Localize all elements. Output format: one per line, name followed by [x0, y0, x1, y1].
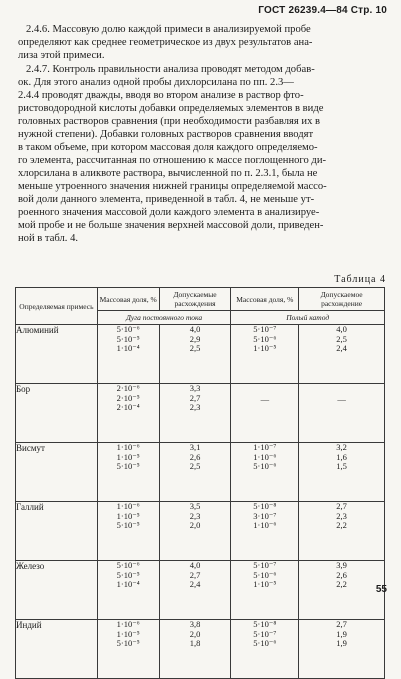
value-cell-m1 [97, 502, 159, 561]
cell-value: 3,3 [189, 383, 201, 393]
header-diff-1: Допускаемые расхождения [159, 288, 231, 311]
cell-value: 1·10⁻⁴ [116, 579, 140, 589]
cell-value: 3,8 [189, 619, 201, 629]
value-cell-m2 [231, 443, 299, 502]
cell-value: 1·10⁻⁵ [253, 579, 277, 589]
value-cell-d2 [299, 384, 385, 443]
cell-value: 3,5 [189, 501, 201, 511]
cell-value: 2,9 [189, 333, 201, 344]
cell-value: 2,7 [336, 501, 347, 511]
value-cell-m2 [231, 502, 299, 561]
cell-value: 2,4 [336, 343, 347, 353]
value-cell-d1 [159, 384, 231, 443]
cell-value: 2,7 [189, 569, 201, 580]
cell-value: 2,2 [336, 520, 347, 530]
cell-value: 2,0 [189, 628, 201, 639]
cell-value: 5·10⁻⁷ [253, 324, 277, 334]
text-line: 2.4.7. Контроль правильности анализа проводят методом добав- [26, 64, 315, 75]
cell-value: 1·10⁻⁵ [253, 343, 277, 353]
value-cell-m1 [97, 561, 159, 620]
header-diff-2: Допускаемое расхождение [299, 288, 385, 311]
cell-value: 1·10⁻⁶ [116, 501, 140, 511]
cell-value: 2,5 [189, 343, 201, 353]
cell-value: 1·10⁻⁴ [116, 343, 140, 353]
cell-value: 5·10⁻⁶ [253, 569, 277, 580]
cell-value: 2,5 [189, 461, 201, 471]
text-line: головных растворов сравнения (при необходимости разбавляя их в [18, 116, 321, 127]
value-cell-d2 [299, 620, 385, 679]
cell-value: 5·10⁻⁵ [116, 333, 140, 344]
cell-value: 2·10⁻⁵ [116, 392, 140, 403]
text-line: мой пробе и не больше значения верхней массовой доли, приведен- [18, 220, 324, 231]
cell-value: 2,6 [336, 569, 347, 580]
cell-value: 1·10⁻⁷ [253, 442, 277, 452]
cell-value: 5·10⁻⁵ [116, 638, 140, 648]
cell-value: 1·10⁻⁵ [116, 451, 140, 462]
cell-value: 1·10⁻⁵ [116, 510, 140, 521]
table-row [16, 561, 385, 620]
page-number: 55 [375, 584, 387, 595]
text-line: хлорсилана в аликвоте раствора, вычисленной по п. 2.3.1, была не [18, 168, 318, 179]
table-row [16, 384, 385, 443]
value-cell-m2 [231, 561, 299, 620]
cell-value: 2,7 [189, 392, 201, 403]
text-line: ной в табл. 4. [18, 233, 79, 244]
text-line: роенного значения массовой доли каждого элемента в анализируе- [18, 207, 320, 218]
value-cell-m2 [231, 325, 299, 384]
cell-value: 5·10⁻⁶ [116, 560, 140, 570]
text-line: 2.4.6. Массовую долю каждой примеси в анализируемой пробе [26, 24, 311, 35]
value-cell-d2 [299, 443, 385, 502]
text-line: нужной степени). Добавки головных растворов сравнения вводят [18, 129, 314, 140]
text-line: ристоводородной кислоты добавки определяемых элементов в виде [18, 103, 324, 114]
cell-value: 5·10⁻⁶ [253, 333, 277, 344]
cell-value: 1,6 [336, 451, 347, 462]
cell-value: 5·10⁻⁶ [253, 461, 277, 471]
text-line: го элемента, рассчитанная по отношению к массе поглощенного ди- [18, 155, 327, 166]
cell-value: 5·10⁻⁶ [116, 324, 140, 334]
text-line: вой доли данного элемента, приведенной в табл. 4, не меньше ут- [18, 194, 315, 205]
subheader-cathode: Полый катод [231, 311, 385, 325]
cell-value: 1·10⁻⁵ [116, 628, 140, 639]
value-cell-m2 [231, 384, 299, 443]
body-text [18, 23, 384, 246]
value-cell-d1 [159, 502, 231, 561]
cell-value: 1,9 [336, 628, 347, 639]
cell-value: 2,2 [336, 579, 347, 589]
element-name: Индий [16, 620, 98, 679]
table-caption: Таблица 4 [334, 274, 386, 285]
table-row [16, 325, 385, 384]
table-body [16, 325, 385, 679]
value-cell-d1 [159, 443, 231, 502]
value-cell-d2 [299, 502, 385, 561]
cell-value: 5·10⁻⁸ [253, 619, 277, 629]
cell-value: 2,3 [336, 510, 347, 521]
element-name: Алюминий [16, 325, 98, 384]
cell-value: 3,2 [336, 442, 347, 452]
value-cell-m1 [97, 384, 159, 443]
cell-value: 2,3 [189, 402, 201, 412]
subheader-arc: Дуга постоянного тока [97, 311, 231, 325]
value-cell-m2 [231, 620, 299, 679]
text-line: ок. Для этого анализ одной пробы дихлорсилана по пп. 2.3— [18, 77, 294, 88]
header-mass-2: Массовая доля, % [231, 288, 299, 311]
cell-value: 2·10⁻⁶ [116, 383, 140, 393]
cell-value: 5·10⁻⁶ [253, 638, 277, 648]
cell-value: 1,5 [336, 461, 347, 471]
cell-value: 1,8 [189, 638, 201, 648]
text-line: определяют как среднее геометрическое из двух результатов ана- [18, 37, 313, 48]
cell-value: 4,0 [336, 324, 347, 334]
cell-value: 3,1 [189, 442, 201, 452]
cell-value: 5·10⁻⁵ [116, 569, 140, 580]
value-cell-d1 [159, 620, 231, 679]
cell-value: 5·10⁻⁵ [116, 520, 140, 530]
paragraph [18, 23, 384, 62]
cell-value: 1,9 [336, 638, 347, 648]
cell-value: 4,0 [189, 324, 201, 334]
cell-value: 1·10⁻⁶ [116, 442, 140, 452]
cell-value: 1·10⁻⁶ [116, 619, 140, 629]
cell-value: 2,7 [336, 619, 347, 629]
element-name: Бор [16, 384, 98, 443]
document-header: ГОСТ 26239.4—84 Стр. 10 [258, 5, 387, 16]
value-cell-d2 [299, 325, 385, 384]
text-line: в таком объеме, при котором массовая доля каждого определяемо- [18, 142, 318, 153]
cell-value: 2,0 [189, 520, 201, 530]
cell-value: 3·10⁻⁷ [253, 510, 277, 521]
header-element: Определяемая примесь [16, 288, 98, 325]
cell-value: 2,6 [189, 451, 201, 462]
value-cell-d1 [159, 561, 231, 620]
value-cell-d2 [299, 561, 385, 620]
cell-value: 5·10⁻⁷ [253, 560, 277, 570]
cell-value: 5·10⁻⁷ [253, 628, 277, 639]
cell-value: 3,9 [336, 560, 347, 570]
element-name: Галлий [16, 502, 98, 561]
value-cell-m1 [97, 325, 159, 384]
text-line: лиза этой примеси. [18, 50, 105, 61]
header-mass-1: Массовая доля, % [97, 288, 159, 311]
cell-value: 2·10⁻⁴ [116, 402, 140, 412]
cell-value: 1·10⁻⁶ [253, 520, 277, 530]
text-line: 2.4.4 проводят дважды, вводя во втором анализе в раствор фто- [18, 90, 304, 101]
cell-value: 2,4 [189, 579, 201, 589]
paragraph [18, 63, 384, 245]
cell-value: — [260, 394, 270, 404]
value-cell-d1 [159, 325, 231, 384]
table-row [16, 620, 385, 679]
text-line: меньше утроенного значения нижней границы определяемой массо- [18, 181, 327, 192]
cell-value: 2,5 [336, 333, 347, 344]
cell-value: 5·10⁻⁸ [253, 501, 277, 511]
cell-value: 2,3 [189, 510, 201, 521]
element-name: Висмут [16, 443, 98, 502]
value-cell-m1 [97, 443, 159, 502]
data-table [15, 287, 385, 679]
table-row [16, 443, 385, 502]
table-row [16, 502, 385, 561]
cell-value: — [337, 394, 346, 404]
cell-value: 4,0 [189, 560, 201, 570]
cell-value: 5·10⁻⁵ [116, 461, 140, 471]
element-name: Железо [16, 561, 98, 620]
cell-value: 1·10⁻⁶ [253, 451, 277, 462]
value-cell-m1 [97, 620, 159, 679]
